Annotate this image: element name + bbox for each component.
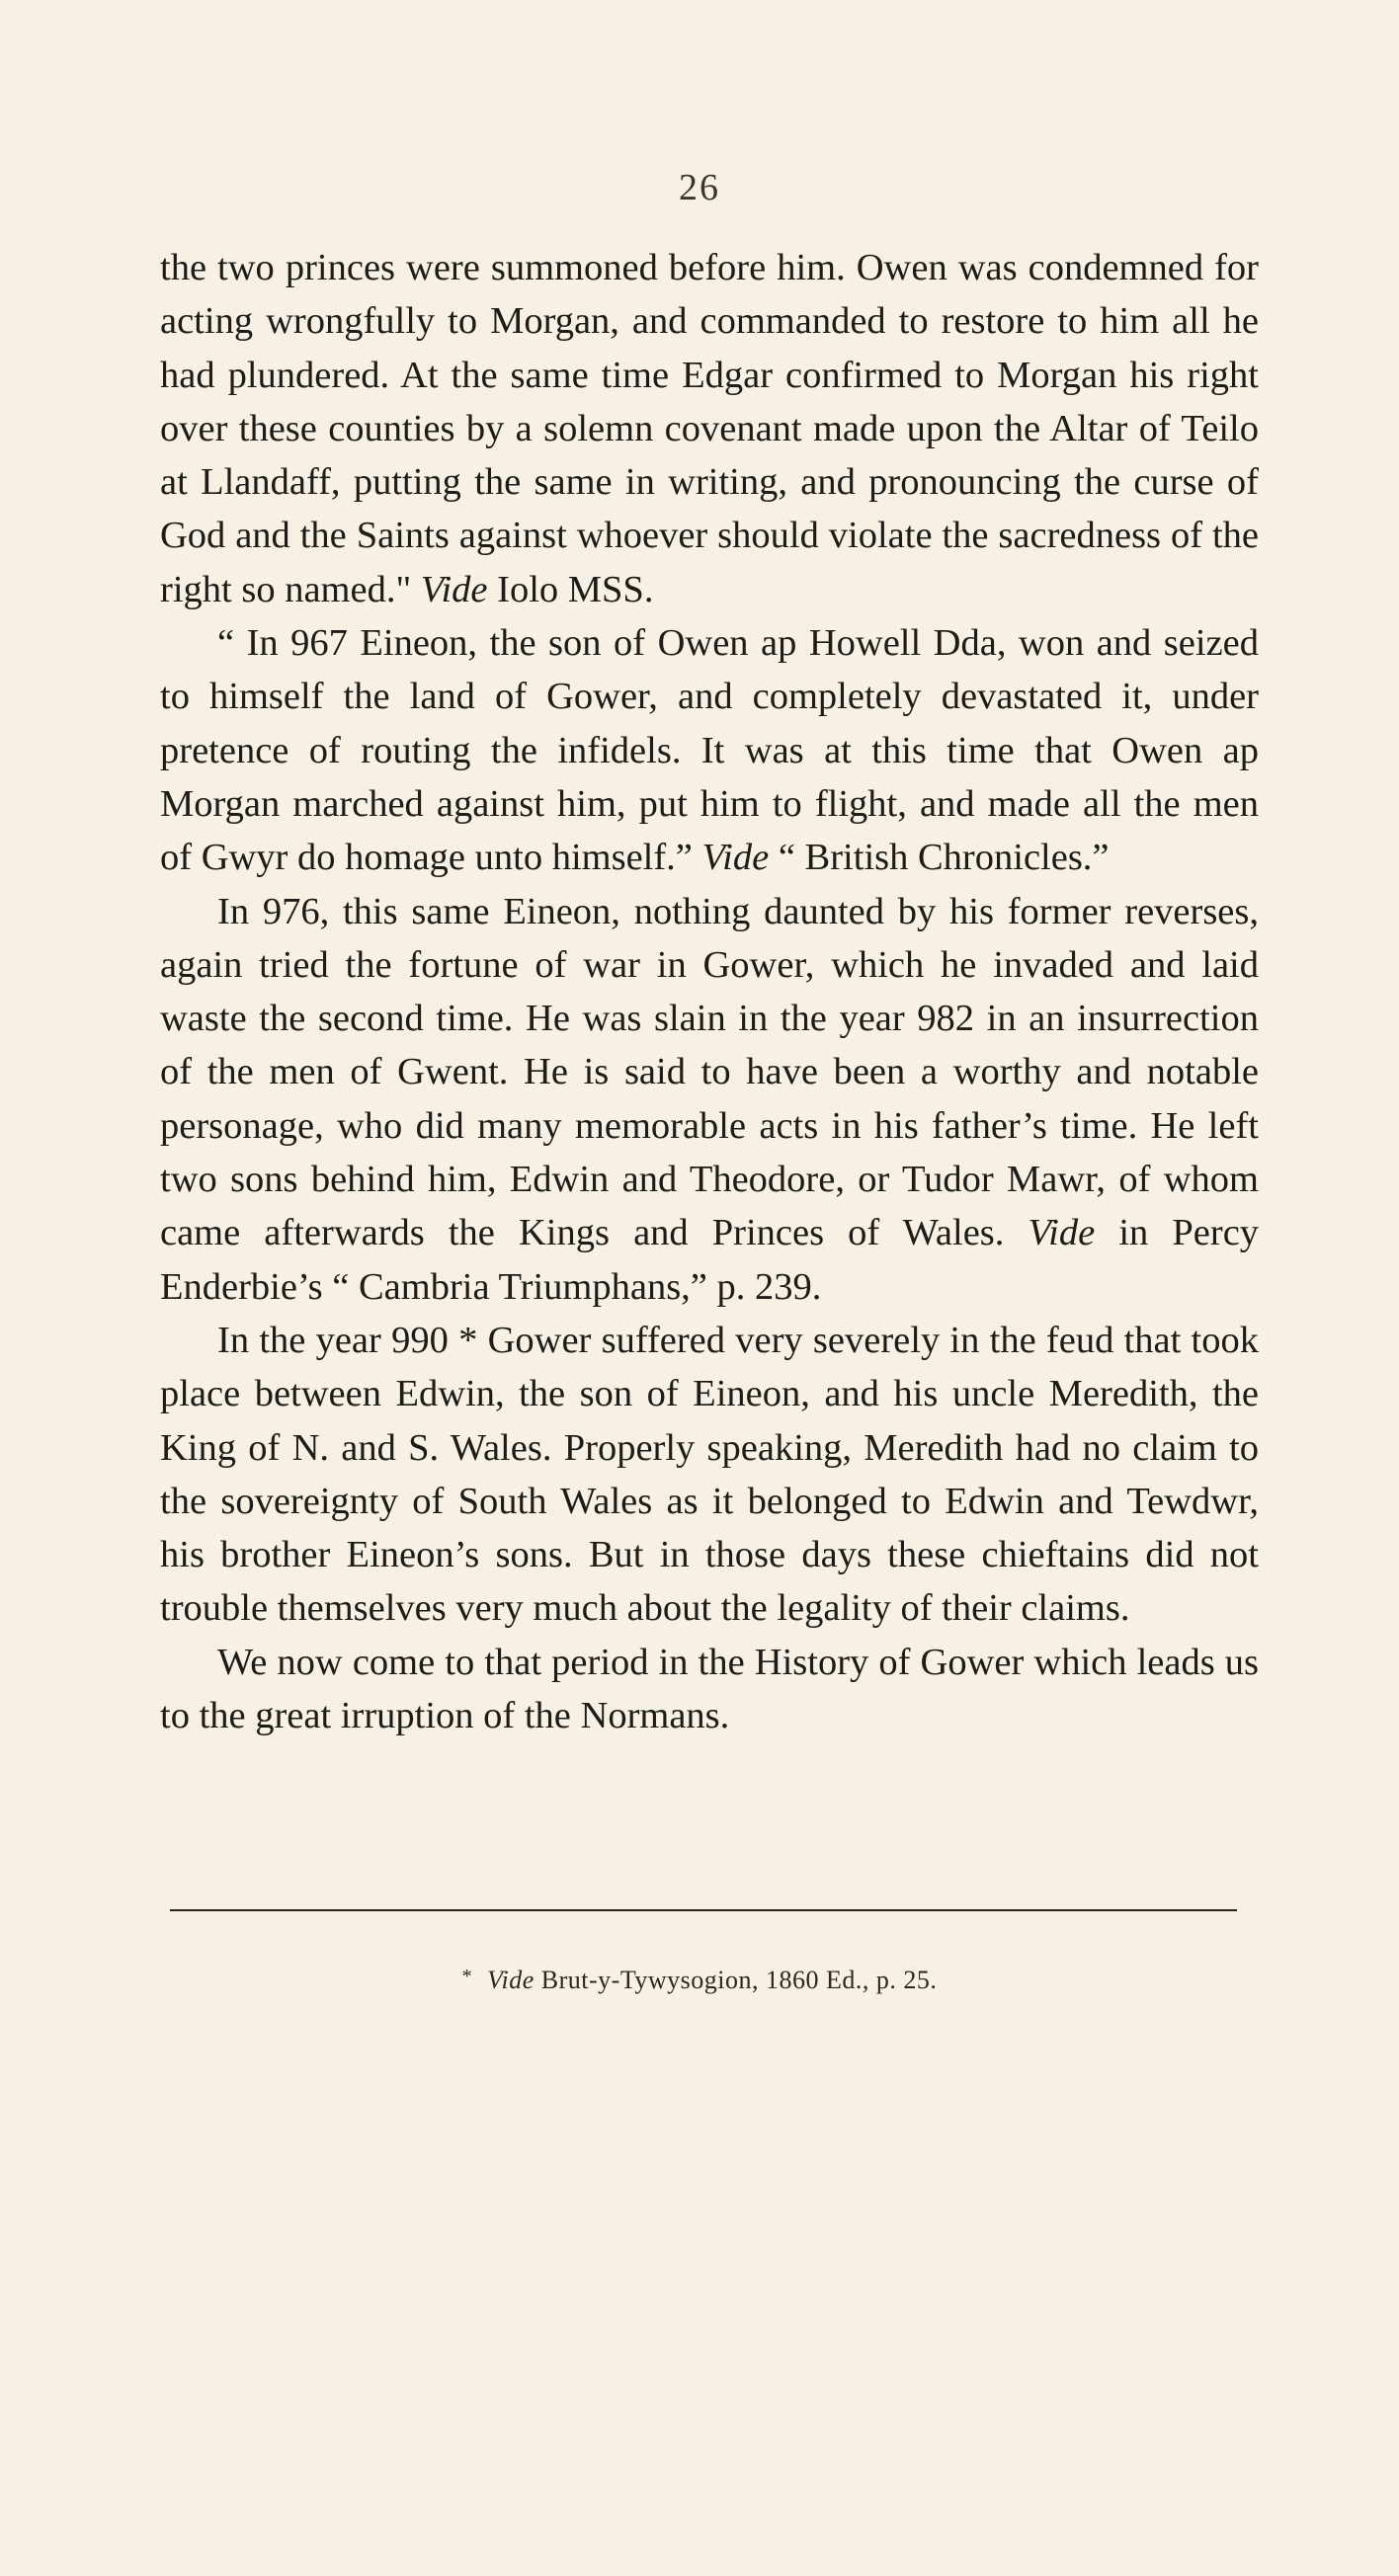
paragraph-1: [160, 241, 1259, 616]
footnote-text: Brut-y-Tywysogion, 1860 Ed., p. 25.: [540, 1966, 938, 1994]
paragraph-4-text: In the year 990 * Gower suffered very severely in the feud that took place between Edwin, the son of Eineon, and his uncle Meredith, the King of N. and S. Wales. Properly speaking, Meredith had no claim to the sovereignty of South Wales as it belonged to Edwin and Tewdwr, his brother Eineon’s sons. But in those days these chieftains did not trouble themselves very much about the legality of their claims.: [160, 1319, 1259, 1630]
paragraph-2: [160, 616, 1259, 884]
footnote-divider: [170, 1909, 1237, 1911]
paragraph-3-source: in Percy Enderbie’s “ Cambria Triumphans,” p. 239.: [160, 1212, 1260, 1308]
paragraph-1-text: the two princes were summoned before him. Owen was condemned for acting wrongfully to Morgan, and commanded to restore to him all he had plundered. At the same time Edgar confirmed to Morgan his right over these counties by a solemn covenant made upon the Altar of Teilo at Llandaff, putting the same in writing, and pronouncing the curse of God and the Saints against whoever should violate the sacredness of the right so named.": [160, 247, 1259, 610]
footnote-mark: *: [461, 1966, 473, 1987]
body-text: [160, 241, 1259, 1742]
footnote-vide: Vide: [487, 1966, 535, 1994]
paragraph-2-text: “ In 967 Eineon, the son of Owen ap Howell Dda, won and seized to himself the land of Gower, and completely devastated it, under pretence of routing the infidels. It was at this time that Owen ap Morgan marched against him, put him to flight, and made all the men of Gwyr do homage unto himself.”: [160, 622, 1259, 879]
paragraph-4: [160, 1314, 1259, 1636]
paragraph-2-vide: Vide: [701, 837, 770, 879]
paragraph-1-vide: Vide: [420, 568, 488, 610]
footnote: [0, 1966, 1399, 1995]
page-number: 26: [679, 167, 720, 208]
paragraph-3-text: In 976, this same Eineon, nothing daunted by his former reverses, again tried the fortune of war in Gower, which he invaded and laid waste the second time. He was slain in the year 982 in an insurrection of the men of Gwent. He is said to have been a worthy and notable personage, who did many memorable acts in his father’s time. He left two sons behind him, Edwin and Theodore, or Tudor Mawr, of whom came afterwards the Kings and Princes of Wales.: [160, 890, 1259, 1254]
paragraph-1-source: Iolo MSS.: [497, 568, 654, 610]
paragraph-3-vide: Vide: [1028, 1212, 1096, 1254]
paragraph-3: [160, 885, 1259, 1314]
paragraph-5: [160, 1636, 1259, 1743]
paragraph-2-source: “ British Chronicles.”: [778, 837, 1110, 879]
paragraph-5-text: We now come to that period in the History of Gower which leads us to the great irruption of the Normans.: [160, 1641, 1259, 1737]
